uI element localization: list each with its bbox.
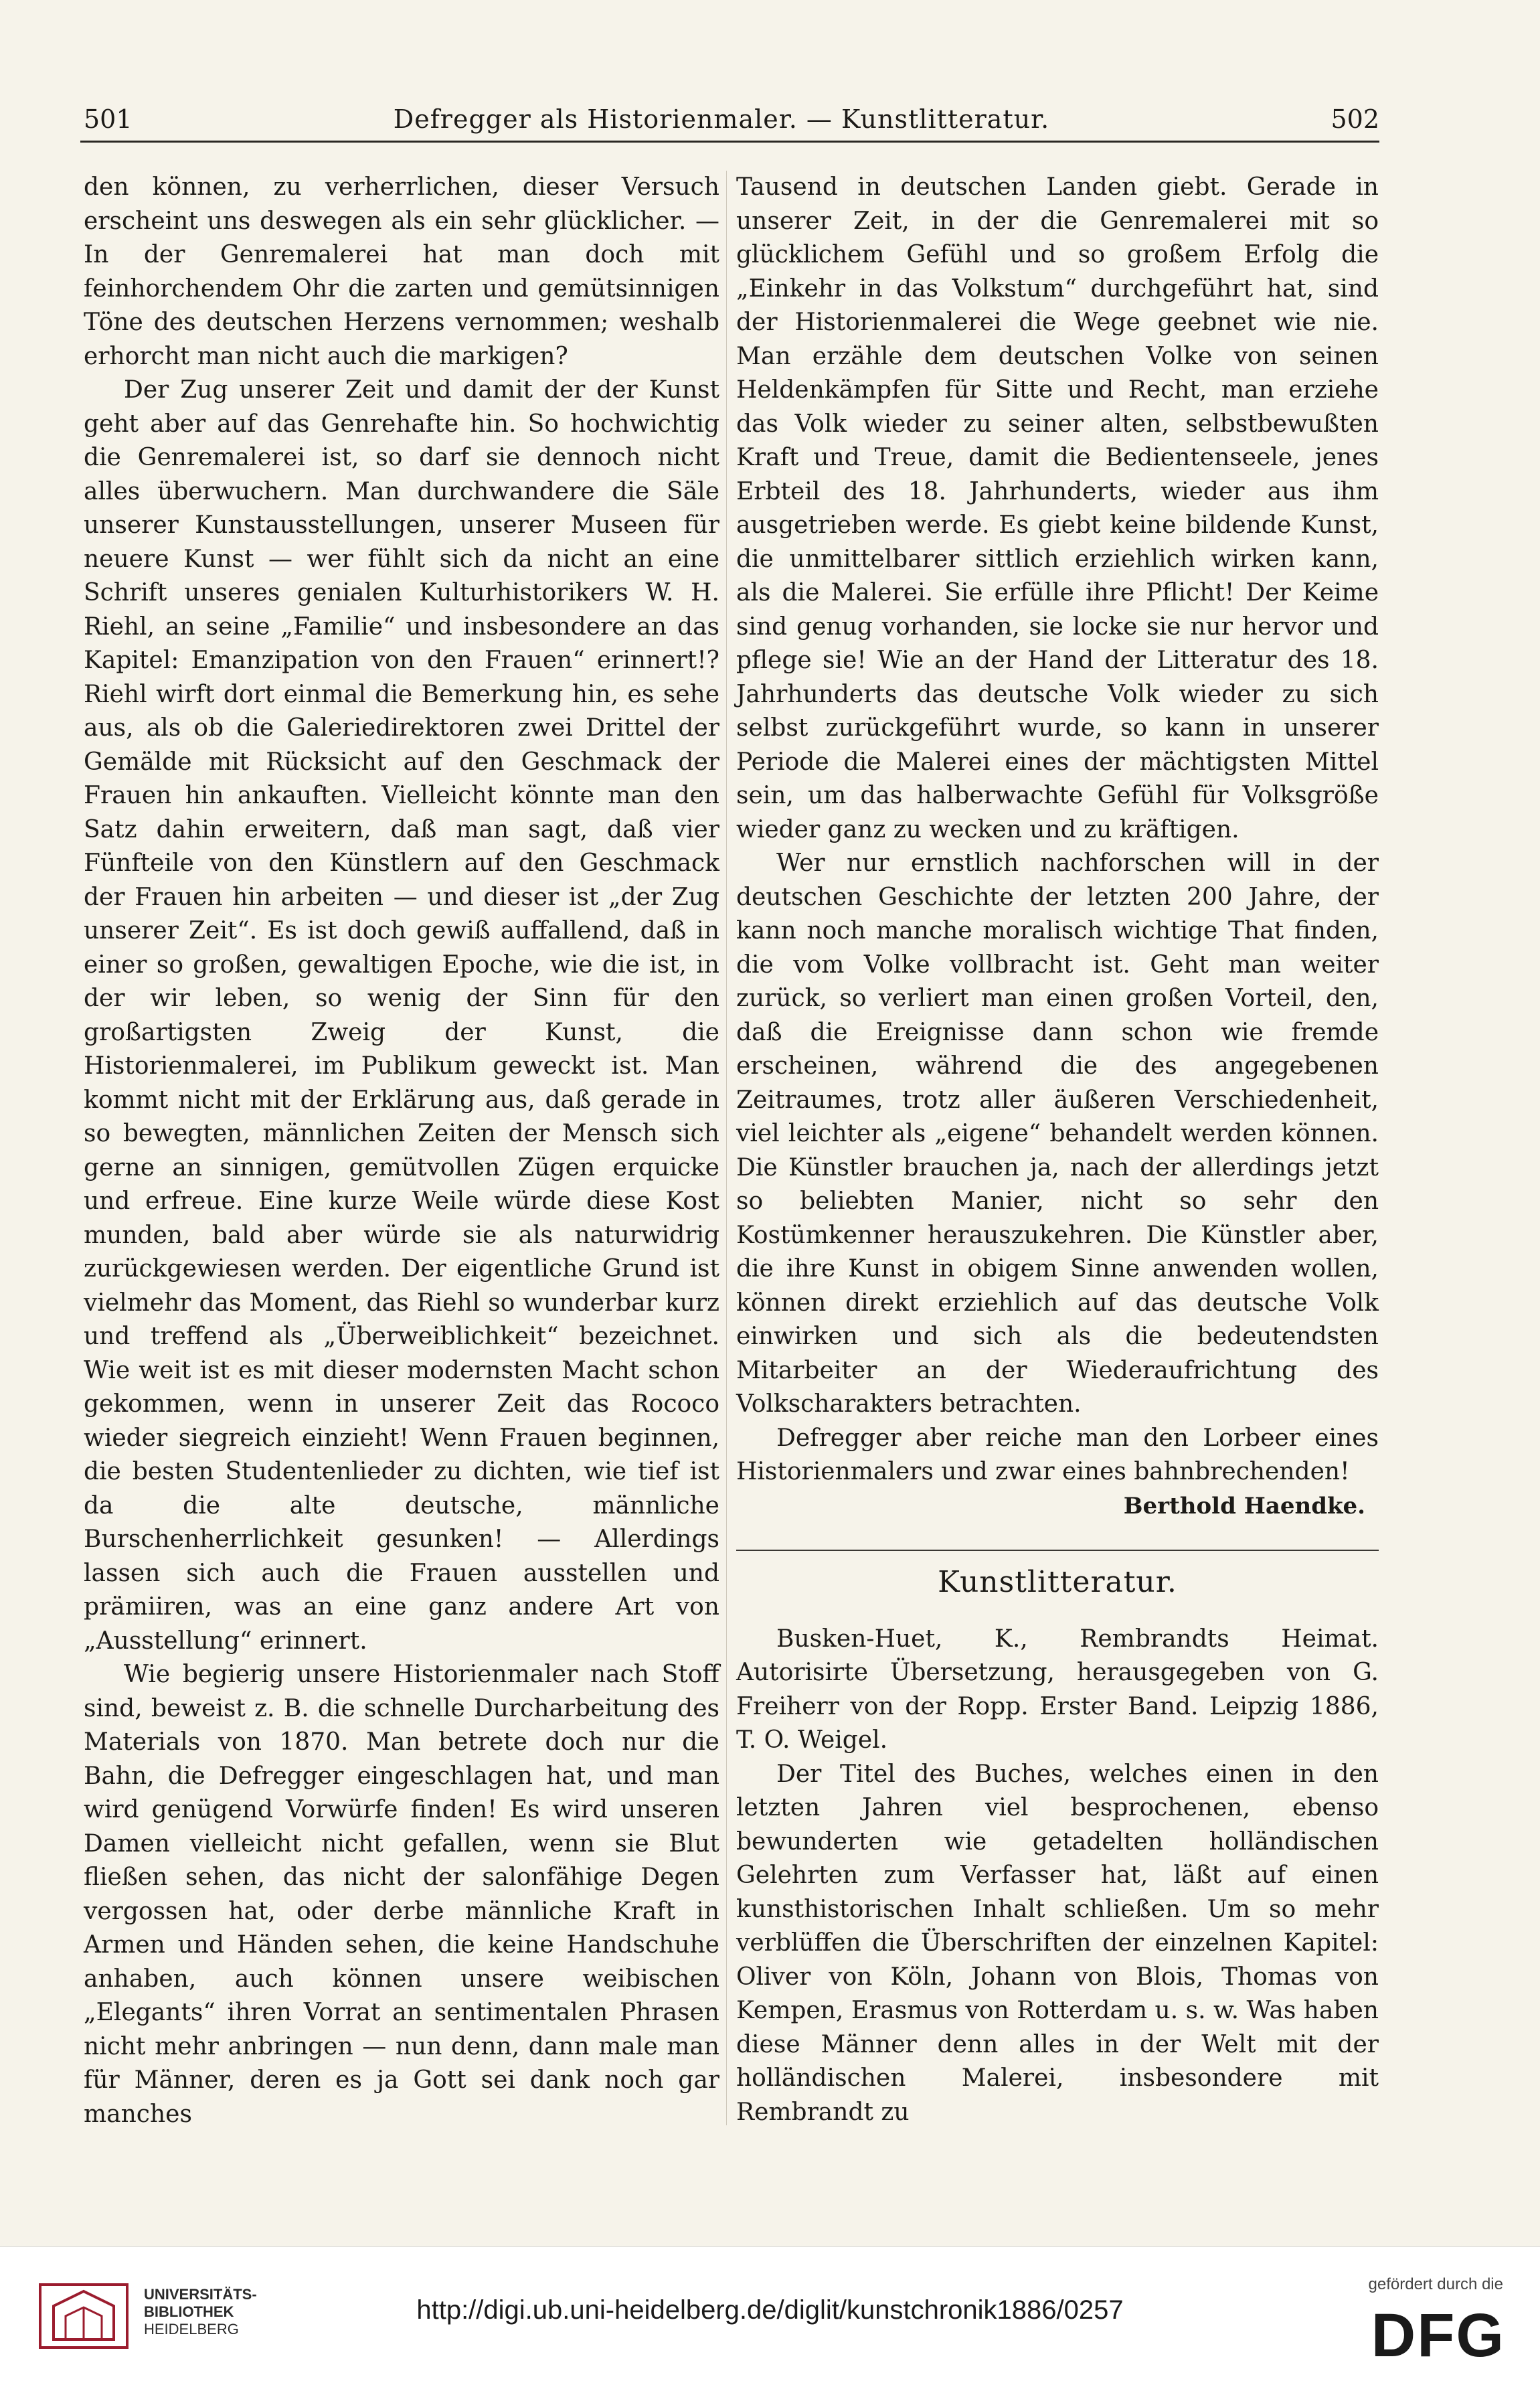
paragraph: Der Titel des Buches, welches einen in den letzten Jahren viel besprochenen, ebenso bewunderten wie getadelten holländischen Gelehrten zum Verfasser hat, läßt auf einen kunsthistorischen Inhalt schließen. Um so mehr verblüffen die Überschriften der einzelnen Kapitel: Oliver von Köln, Johann von Blois, Thomas von Kempen, Erasmus von Rotterdam u. s. w. Was haben diese Männer denn alles in der Welt mit der holländischen Malerei, insbesondere mit Rembrandt zu [736, 1760, 1379, 2126]
funding-note: gefördert durch die [1368, 2275, 1503, 2293]
header-rule [80, 141, 1379, 143]
paragraph: den können, zu verherrlichen, dieser Versuch erscheint uns deswegen als ein sehr glücklicher. — In der Genremalerei hat man doch mit feinhorchendem Ohr die zarten und gemütsinnigen Töne des deutschen Herzens vernommen; weshalb erhorcht man nicht auch die markigen? [84, 173, 719, 370]
university-name: UNIVERSITÄTS- BIBLIOTHEK HEIDELBERG [144, 2286, 257, 2337]
dfg-logo: DFG [1371, 2301, 1505, 2370]
right-column [736, 171, 1379, 2129]
paragraph: Tausend in deutschen Landen giebt. Gerade in unserer Zeit, in der die Genremalerei mit so glücklichem Gefühl und so großem Erfolg die „Einkehr in das Volkstum“ durchgeführt hat, sind der Historienmalerei die Wege geebnet wie nie. Man erzähle dem deutschen Volke von seinen Heldenkämpfen für Sitte und Recht, man erziehe das Volk wieder zu seiner alten, selbstbewußten Kraft und Treue, damit die Bedientenseele, jenes Erbteil des 18. Jahrhunderts, wieder aus ihm ausgetrieben werde. Es giebt keine bildende Kunst, die unmittelbarer sittlich erziehlich wirken kann, als die Malerei. Sie erfülle ihre Pflicht! Der Keime sind genug vorhanden, sie locke sie nur hervor und pflege sie! Wie an der Hand der Litteratur des 18. Jahrhunderts das deutsche Volk wieder zu sich selbst zurückgeführt wurde, so kann in unserer Periode die Malerei eines der mächtigsten Mittel sein, um das halberwachte Gefühl für Volksgröße wieder ganz zu wecken und zu kräftigen. [736, 173, 1379, 843]
paragraph: Der Zug unserer Zeit und damit der der Kunst geht aber auf das Genrehafte hin. So hochwichtig die Genremalerei ist, so darf sie dennoch nicht alles überwuchern. Man durchwandere die Säle unserer Kunstausstellungen, unserer Museen für neuere Kunst — wer fühlt sich da nicht an eine Schrift unseres genialen Kulturhistorikers W. H. Riehl, an seine „Familie“ und insbesondere an das Kapitel: Emanzipation von den Frauen“ erinnert!? Riehl wirft dort einmal die Bemerkung hin, es sehe aus, als ob die Galeriedirektoren zwei Drittel der Gemälde mit Rücksicht auf den Geschmack der Frauen hin ankauften. Vielleicht könnte man den Satz dahin erweitern, daß man sagt, daß vier Fünfteile von den Künstlern auf den Geschmack der Frauen hin arbeiten — und dieser ist „der Zug unserer Zeit“. Es ist doch gewiß auffallend, daß in einer so großen, gewaltigen Epoche, wie die ist, in der wir leben, so wenig der Sinn für den großartigsten Zweig der Kunst, die Historienmalerei, im Publikum geweckt ist. Man kommt nicht mit der Erklärung aus, daß gerade in so bewegten, männlichen Zeiten der Mensch sich gerne an sinnigen, gemütvollen Zügen erquicke und erfreue. Eine kurze Weile würde diese Kost munden, bald aber würde sie als naturwidrig zurückgewiesen werden. Der eigentliche Grund ist vielmehr das Moment, das Riehl so wunderbar kurz und treffend als „Überweiblichkeit“ bezeichnet. Wie weit ist es mit dieser modernsten Macht schon gekommen, wenn in unserer Zeit das Rococo wieder siegreich einzieht! Wenn Frauen beginnen, die besten Studentenlieder zu dichten, wie tief ist da die alte deutsche, männliche Burschenherrlichkeit gesunken! — Allerdings lassen sich auch die Frauen ausstellen und prämiiren, was an eine ganz andere Art von „Ausstellung“ erinnert. [84, 376, 719, 1655]
source-url-link[interactable]: http://digi.ub.uni-heidelberg.de/diglit/kunstchronik1886/0257 [416, 2295, 1124, 2325]
paragraph: Wie begierig unsere Historienmaler nach Stoff sind, beweist z. B. die schnelle Durcharbeitung des Materials von 1870. Man betrete doch nur die Bahn, die Defregger eingeschlagen hat, und man wird genügend Vorwürfe finden! Es wird unseren Damen vielleicht nicht gefallen, wenn sie Blut fließen sehen, das nicht der salonfähige Degen vergossen hat, oder derbe männliche Kraft in Armen und Händen sehen, die keine Handschuhe anhaben, auch können unsere weibischen „Elegants“ ihren Vorrat an sentimentalen Phrasen nicht mehr anbringen — nun denn, dann male man für Männer, deren es ja Gott sei dank noch gar manches [84, 1661, 719, 2128]
author-signature: Berthold Haendke. [1123, 1492, 1365, 1520]
section-divider [736, 1550, 1379, 1551]
paragraph: Defregger aber reiche man den Lorbeer eines Historienmalers und zwar eines bahnbrechenden! [736, 1424, 1379, 1485]
paragraph: Wer nur ernstlich nachforschen will in der deutschen Geschichte der letzten 200 Jahre, der kann noch manche moralisch wichtige That finden, die vom Volke vollbracht ist. Geht man weiter zurück, so verliert man einen großen Vorteil, den, daß die Ereignisse dann schon wie fremde erscheinen, während die des angegebenen Zeitraumes, trotz aller äußeren Verschiedenheit, viel leichter als „eigene“ behandelt werden können. Die Künstler brauchen ja, nach der allerdings jetzt so beliebten Manier, nicht so sehr den Kostümkenner herauszukehren. Die Künstler aber, die ihre Kunst in obigem Sinne anwenden wollen, können direkt erziehlich auf das deutsche Volk einwirken und sich als die bedeutendsten Mitarbeiter an der Wiederaufrichtung des Volkscharakters betrachten. [736, 849, 1379, 1418]
column-separator [726, 171, 727, 2125]
running-title: Defregger als Historienmaler. — Kunstlitteratur. [393, 104, 1050, 134]
footer-bar [0, 2246, 1540, 2381]
page-number-left: 501 [84, 104, 133, 134]
left-column [84, 171, 719, 2131]
page-number-right: 502 [1331, 104, 1379, 134]
section-title: Kunstlitteratur. [938, 1565, 1177, 1599]
page-header [64, 100, 1379, 141]
book-citation: Busken-Huet, K., Rembrandts Heimat. Autorisirte Übersetzung, herausgegeben von G. Freiherr von der Ropp. Erster Band. Leipzig 1886, T. O. Weigel. [736, 1625, 1379, 1754]
